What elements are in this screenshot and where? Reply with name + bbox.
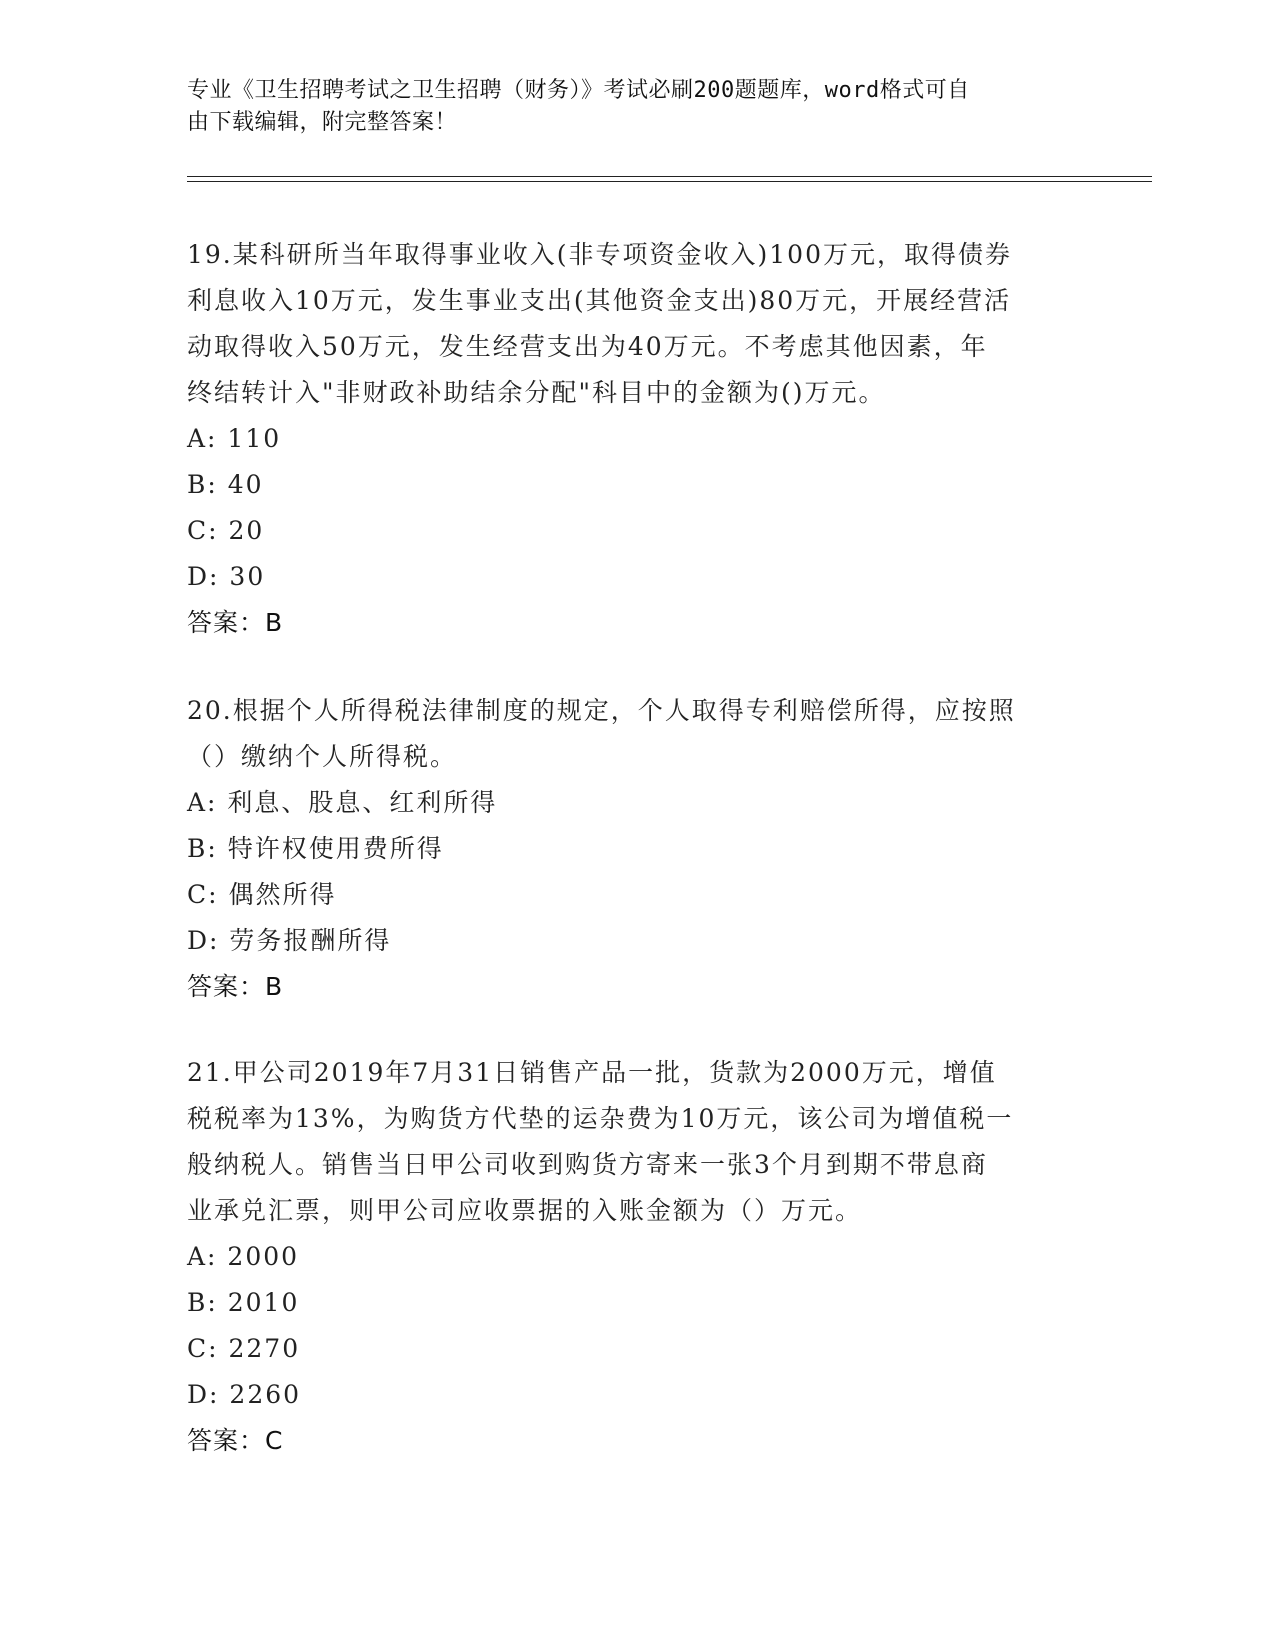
header-line-2: 由下载编辑，附完整答案！ xyxy=(187,110,458,135)
stem-line: 利息收入10万元，发生事业支出(其他资金支出)80万元，开展经营活 xyxy=(187,286,1012,315)
question-19 xyxy=(187,232,1087,646)
option-c: C: 20 xyxy=(187,516,265,545)
stem-line: 动取得收入50万元，发生经营支出为40万元。不考虑其他因素，年 xyxy=(187,332,988,361)
header-divider-bottom xyxy=(187,181,1152,182)
stem-line: 19.某科研所当年取得事业收入(非专项资金收入)100万元，取得债券 xyxy=(187,240,1012,269)
stem-line: 业承兑汇票，则甲公司应收票据的入账金额为（）万元。 xyxy=(187,1196,863,1225)
option-b: B: 特许权使用费所得 xyxy=(187,834,444,863)
stem-line: 税税率为13%，为购货方代垫的运杂费为10万元，该公司为增值税一 xyxy=(187,1104,1014,1133)
header-divider-top xyxy=(187,176,1152,177)
stem-line: （）缴纳个人所得税。 xyxy=(187,742,458,771)
option-b: B: 2010 xyxy=(187,1288,300,1317)
document-header xyxy=(187,75,1087,139)
question-stem xyxy=(187,688,1087,780)
question-stem xyxy=(187,232,1087,416)
option-a: A: 2000 xyxy=(187,1242,300,1271)
stem-line: 般纳税人。销售当日甲公司收到购货方寄来一张3个月到期不带息商 xyxy=(187,1150,988,1179)
stem-line: 20.根据个人所得税法律制度的规定，个人取得专利赔偿所得，应按照 xyxy=(187,696,1016,725)
option-a: A: 110 xyxy=(187,424,282,453)
option-c: C: 2270 xyxy=(187,1334,301,1363)
stem-line: 终结转计入"非财政补助结余分配"科目中的金额为()万元。 xyxy=(187,378,886,407)
option-d: D: 2260 xyxy=(187,1380,302,1409)
question-21 xyxy=(187,1050,1087,1464)
option-d: D: 劳务报酬所得 xyxy=(187,926,392,955)
option-a: A: 利息、股息、红利所得 xyxy=(187,788,498,817)
answer-line: 答案：B xyxy=(187,608,284,637)
answer-line: 答案：B xyxy=(187,972,284,1001)
option-c: C: 偶然所得 xyxy=(187,880,337,909)
header-line-1: 专业《卫生招聘考试之卫生招聘（财务）》考试必刷200题题库，word格式可自 xyxy=(187,78,970,103)
option-d: D: 30 xyxy=(187,562,266,591)
option-b: B: 40 xyxy=(187,470,264,499)
stem-line: 21.甲公司2019年7月31日销售产品一批，货款为2000万元，增值 xyxy=(187,1058,997,1087)
question-stem xyxy=(187,1050,1087,1234)
question-20 xyxy=(187,688,1087,1010)
answer-line: 答案：C xyxy=(187,1426,284,1455)
